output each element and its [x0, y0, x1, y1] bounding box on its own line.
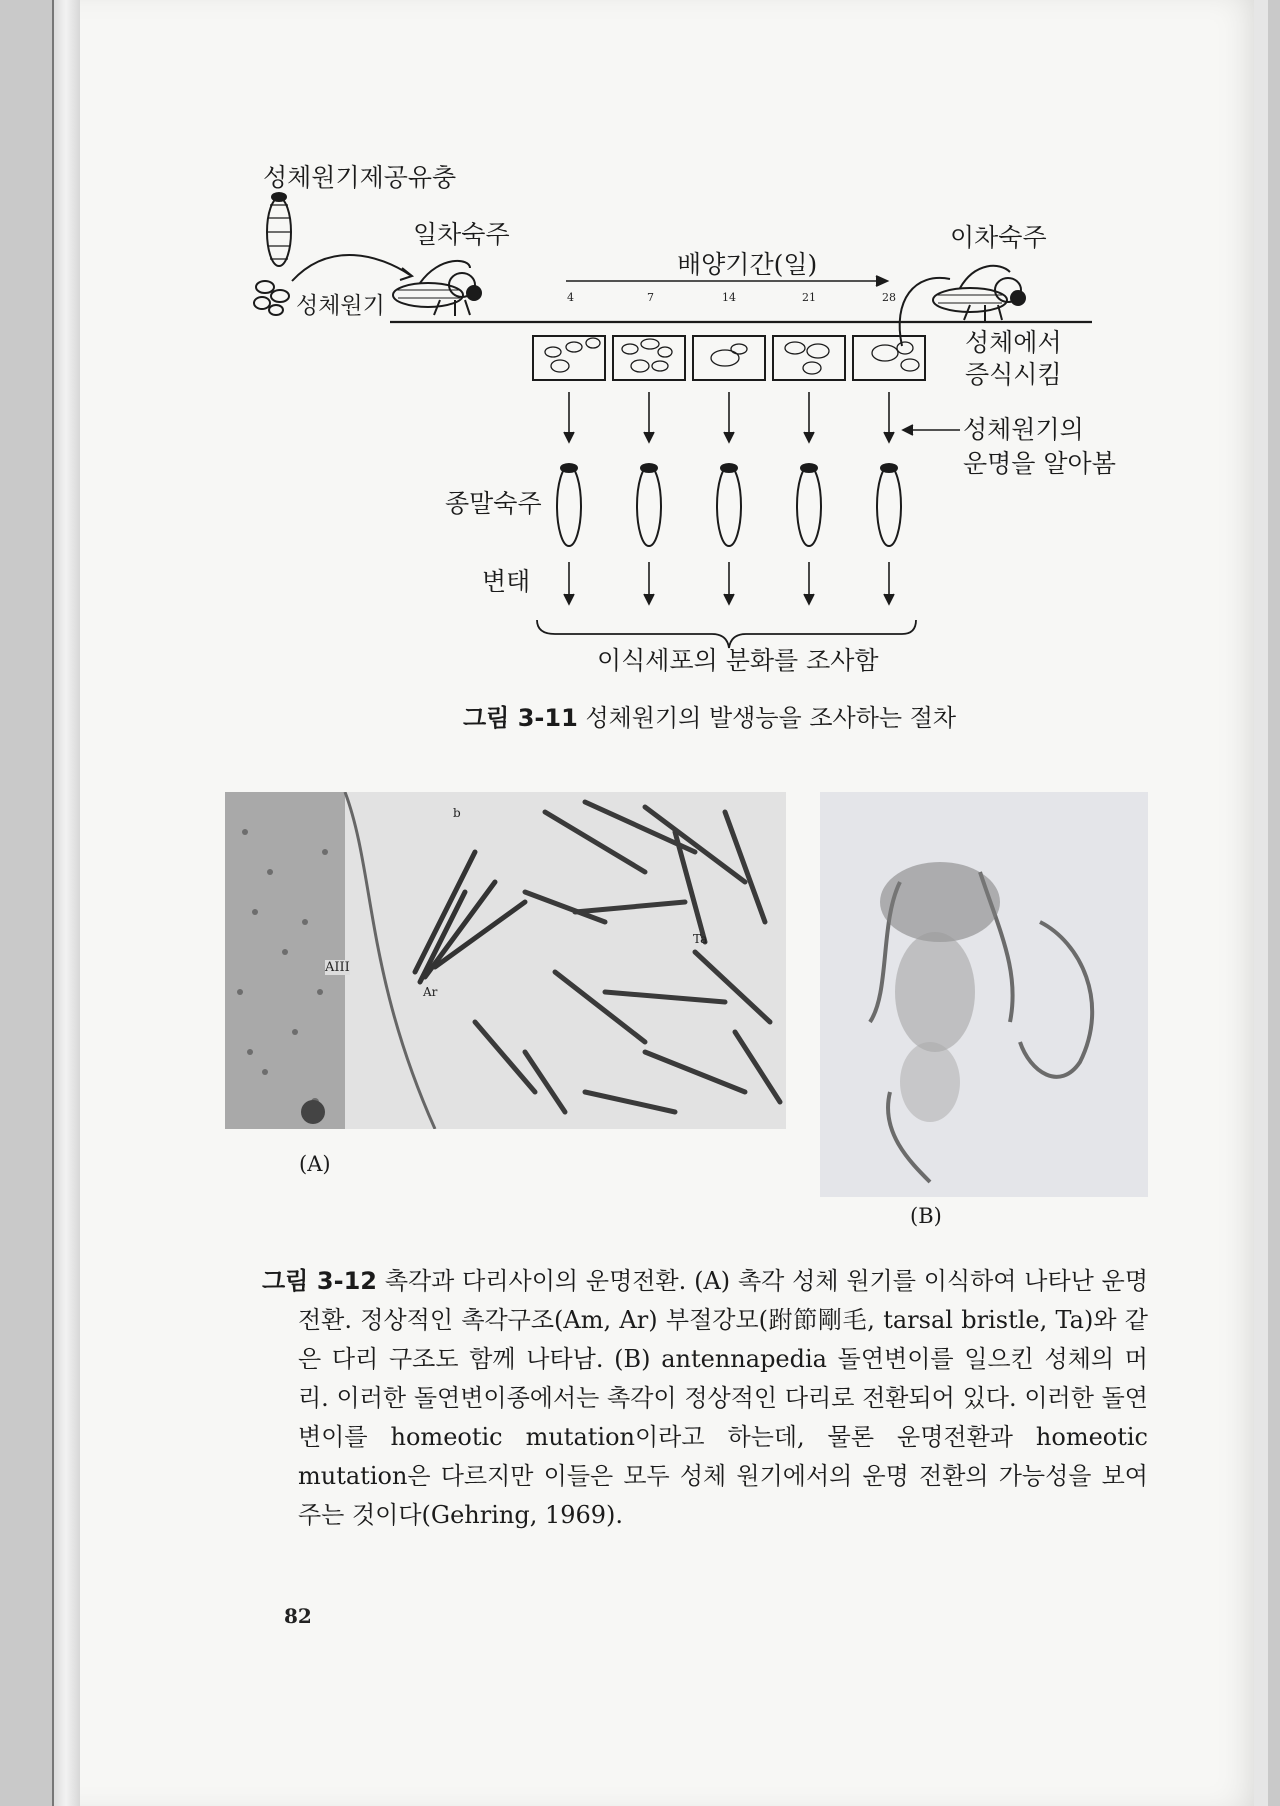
photo-b-image — [820, 792, 1148, 1197]
figure-3-11-caption — [463, 698, 956, 733]
day-tick: 14 — [722, 291, 736, 304]
adult-proliferation-label: 성체에서 증식시킴 — [965, 328, 1062, 389]
figure-3-12-number: 그림 3-12 — [262, 1267, 377, 1295]
fate-check-label: 성체원기의 운명을 알아봄 — [963, 415, 1116, 478]
photo-a-label-b: b — [453, 806, 461, 820]
figure-3-12-caption — [262, 1262, 1148, 1535]
metamorphosis-label: 변태 — [482, 567, 531, 596]
figure-3-11-number: 그림 3-11 — [463, 704, 578, 732]
culture-period-label: 배양기간(일) — [677, 250, 818, 279]
day-tick: 28 — [882, 291, 896, 304]
investigate-label: 이식세포의 분화를 조사함 — [597, 646, 879, 675]
photo-a-label-ar: Ar — [423, 985, 438, 999]
photo-a-label-aiii: AIII — [325, 960, 350, 975]
day-tick: 21 — [802, 291, 816, 304]
page-edge — [1254, 0, 1268, 1806]
page-number: 82 — [284, 1604, 312, 1628]
figure-3-11-title: 성체원기의 발생능을 조사하는 절차 — [585, 704, 957, 732]
first-host-label: 일차숙주 — [413, 220, 510, 249]
photo-a-label-ta: Ta — [693, 932, 708, 946]
donor-larva-label: 성체원기제공유충 — [263, 163, 457, 192]
disc-label: 성체원기 — [296, 293, 385, 319]
panel-a-label: (A) — [299, 1152, 331, 1176]
photo-panel-b — [820, 792, 1148, 1197]
photo-panel-a — [225, 792, 786, 1129]
panel-b-label: (B) — [910, 1204, 942, 1228]
final-host-label: 종말숙주 — [445, 489, 542, 518]
photo-a-image — [225, 792, 786, 1129]
figure-3-12-text: 촉각과 다리사이의 운명전환. (A) 촉각 성체 원기를 이식하여 나타난 운명전환. 정상적인 촉각구조(Am, Ar) 부절강모(跗節剛毛, tarsal bristle, Ta)와 같은 다리 구조도 함께 나타남. (B) antennapedia 돌연변이를 일으킨 성체의 머리. 이러한 돌연변이종에서는 촉각이 정상적인 다리로 전환되어 있다. 이러한 돌연변이를 homeotic mutation이라고 하는데, 물론 운명전환과 homeotic mutation은 다르지만 이들은 모두 성체 원기에서의 운명 전환의 가능성을 보여주는 것이다(Gehring, 1969). — [298, 1267, 1148, 1529]
second-host-label: 이차숙주 — [950, 223, 1047, 252]
day-tick: 7 — [647, 291, 654, 304]
day-tick: 4 — [567, 291, 574, 304]
